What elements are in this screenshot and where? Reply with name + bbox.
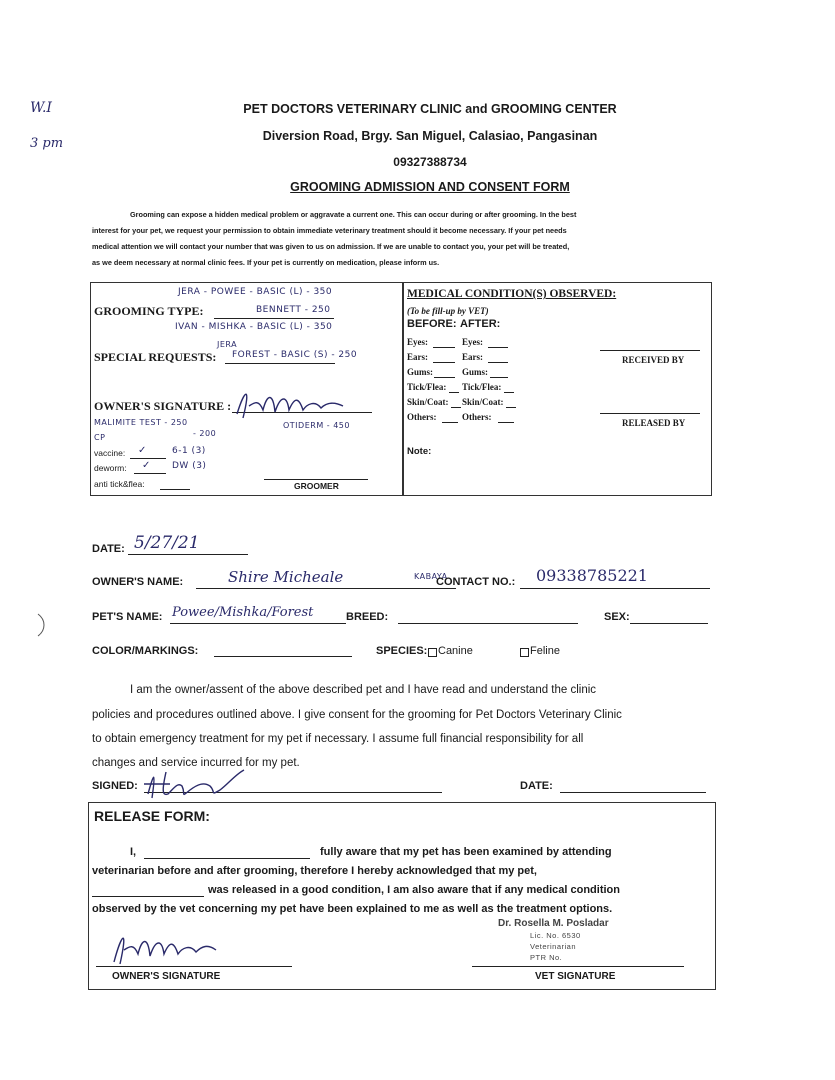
contact-line	[520, 588, 710, 589]
hw-vaccine-value: 6-1 (3)	[172, 446, 206, 456]
vaccine-check: ✓	[138, 445, 147, 456]
line-after-eyes	[488, 347, 508, 348]
owner-signature-scribble	[225, 382, 355, 422]
release-title: RELEASE FORM:	[94, 808, 210, 824]
hw-deworm-value: DW (3)	[172, 461, 207, 471]
species-feline-checkbox[interactable]	[520, 648, 529, 657]
grooming-type-line	[214, 318, 334, 319]
clinic-phone: 09327388734	[393, 155, 467, 169]
line-after-gums	[490, 377, 508, 378]
owner-name-value: Shire Micheale	[228, 568, 344, 586]
after-skin-coat: Skin/Coat:	[462, 397, 504, 407]
hw-cp: CP	[94, 433, 106, 442]
hw-test-1: MALIMITE TEST - 250	[94, 418, 188, 427]
after-eyes: Eyes:	[462, 337, 483, 347]
date-label: DATE:	[92, 543, 125, 555]
pet-name-line	[170, 623, 346, 624]
sex-line	[630, 623, 708, 624]
before-others: Others:	[407, 412, 437, 422]
after-others: Others:	[462, 412, 492, 422]
intro-line-3: medical attention we will contact your number that was given to us on admission. If we are unable to contact you, your pet will be treated,	[92, 242, 570, 251]
special-requests-line	[225, 363, 335, 364]
species-canine-checkbox[interactable]	[428, 648, 437, 657]
after-ears: Ears:	[462, 352, 483, 362]
release-line-4: observed by the vet concerning my pet have been explained to me as well as the treatment options.	[92, 903, 613, 915]
vet-signature-line	[472, 966, 684, 967]
signed-label: SIGNED:	[92, 780, 138, 792]
hw-grooming-line-1: JERA - POWEE - BASIC (L) - 350	[178, 287, 333, 297]
release-line1-start: I,	[130, 846, 137, 858]
before-label: BEFORE:	[407, 318, 457, 330]
vet-stamp-role: Veterinarian	[530, 942, 577, 951]
species-feline-label: Feline	[530, 645, 560, 657]
line-after-tick	[504, 392, 514, 393]
owner-signature-release-line	[96, 966, 292, 967]
before-ears: Ears:	[407, 352, 428, 362]
hw-test-2: - 200	[193, 429, 217, 438]
after-gums: Gums:	[462, 367, 489, 377]
hw-otiderm: OTIDERM - 450	[283, 421, 350, 430]
hw-grooming-line-2: BENNETT - 250	[256, 305, 331, 315]
note-label: Note:	[407, 446, 432, 457]
special-requests-label: SPECIAL REQUESTS:	[94, 350, 217, 364]
signed-date-line	[560, 792, 706, 793]
owner-signature-label: OWNER'S SIGNATURE :	[94, 399, 232, 413]
release-name-line	[144, 858, 310, 859]
species-label: SPECIES:	[376, 645, 428, 657]
deworm-line	[134, 473, 166, 474]
release-pet-line	[92, 896, 204, 897]
intro-line-2: interest for your pet, we request your permission to obtain immediate veterinary treatment should it become necessary. If your pet needs	[92, 226, 567, 235]
release-line-3: was released in a good condition, I am also aware that if any medical condition	[208, 884, 620, 896]
hw-grooming-line-3: IVAN - MISHKA - BASIC (L) - 350	[175, 322, 333, 332]
release-line1-end: fully aware that my pet has been examined by attending	[320, 846, 612, 858]
owner-signature-release-label: OWNER'S SIGNATURE	[112, 971, 221, 982]
clinic-name: PET DOCTORS VETERINARY CLINIC and GROOMING CENTER	[243, 102, 617, 116]
date-line	[128, 554, 248, 555]
before-tick-flea: Tick/Flea:	[407, 382, 447, 392]
hw-special-top: JERA	[217, 340, 238, 349]
hw-special-request: FOREST - BASIC (S) - 250	[232, 350, 358, 360]
deworm-check: ✓	[142, 460, 151, 471]
breed-line	[398, 623, 578, 624]
color-markings-label: COLOR/MARKINGS:	[92, 645, 199, 657]
contact-value: 09338785221	[536, 566, 648, 585]
line-before-others	[442, 422, 458, 423]
received-by-label: RECEIVED BY	[622, 355, 685, 365]
line-after-ears	[488, 362, 508, 363]
signed-date-label: DATE:	[520, 780, 553, 792]
released-by-line	[600, 413, 700, 414]
before-gums: Gums:	[407, 367, 434, 377]
vet-stamp-license: Lic. No. 6530	[530, 931, 581, 940]
pet-name-label: PET'S NAME:	[92, 611, 163, 623]
species-canine-label: Canine	[438, 645, 473, 657]
release-line-2: veterinarian before and after grooming, therefore I hereby acknowledged that my pet,	[92, 865, 537, 877]
consent-line-3: to obtain emergency treatment for my pet if necessary. I assume full financial responsibility for all	[92, 733, 584, 745]
received-by-line	[600, 350, 700, 351]
date-value: 5/27/21	[134, 533, 200, 553]
contact-label: CONTACT NO.:	[436, 576, 516, 588]
anti-tick-label: anti tick&flea:	[94, 479, 145, 489]
signed-signature-scribble	[140, 764, 250, 800]
color-markings-line	[214, 656, 352, 657]
owner-name-label: OWNER'S NAME:	[92, 576, 184, 588]
consent-line-2: policies and procedures outlined above. I give consent for the grooming for Pet Doctors Veterinary Clinic	[92, 709, 622, 721]
grooming-type-label: GROOMING TYPE:	[94, 304, 204, 318]
form-title: GROOMING ADMISSION AND CONSENT FORM	[290, 180, 570, 194]
line-before-skin	[451, 407, 461, 408]
breed-label: BREED:	[346, 611, 389, 623]
intro-line-4: as we deem necessary at normal clinic fees. If your pet is currently on medication, please inform us.	[92, 258, 440, 267]
clinic-address: Diversion Road, Brgy. San Miguel, Calasiao, Pangasinan	[262, 129, 598, 143]
line-before-gums	[434, 377, 455, 378]
consent-line-4: changes and service incurred for my pet.	[92, 757, 300, 769]
vet-stamp-name: Dr. Rosella M. Posladar	[498, 918, 609, 929]
line-before-ears	[433, 362, 455, 363]
after-label: AFTER:	[460, 318, 501, 330]
margin-mark	[36, 612, 48, 638]
vet-signature-label: VET SIGNATURE	[535, 971, 616, 982]
vaccine-label: vaccine:	[94, 448, 126, 458]
margin-note-wi: W.I	[30, 100, 52, 116]
groomer-line	[264, 479, 368, 480]
before-skin-coat: Skin/Coat:	[407, 397, 449, 407]
line-before-eyes	[433, 347, 455, 348]
line-before-tick	[449, 392, 459, 393]
sex-label: SEX:	[604, 611, 630, 623]
medical-title: MEDICAL CONDITION(S) OBSERVED:	[407, 288, 617, 300]
line-after-skin	[506, 407, 516, 408]
consent-line-1: I am the owner/assent of the above described pet and I have read and understand the clinic	[130, 684, 597, 696]
owner-name-extra: KABAYA	[414, 572, 448, 581]
margin-note-time: 3 pm	[30, 136, 64, 151]
groomer-label: GROOMER	[294, 481, 339, 491]
vet-stamp-ptr: PTR No.	[530, 953, 563, 962]
release-owner-signature-scribble	[104, 924, 224, 968]
owner-name-line	[196, 588, 456, 589]
vaccine-line	[130, 458, 166, 459]
before-eyes: Eyes:	[407, 337, 428, 347]
after-tick-flea: Tick/Flea:	[462, 382, 502, 392]
pet-name-value: Powee/Mishka/Forest	[172, 605, 314, 620]
released-by-label: RELEASED BY	[622, 418, 686, 428]
medical-subtitle: (To be fill-up by VET)	[407, 306, 489, 316]
intro-line-1: Grooming can expose a hidden medical problem or aggravate a current one. This can occur during or after grooming. In the best	[130, 210, 577, 219]
line-after-others	[498, 422, 514, 423]
anti-tick-line	[160, 489, 190, 490]
deworm-label: deworm:	[94, 463, 127, 473]
